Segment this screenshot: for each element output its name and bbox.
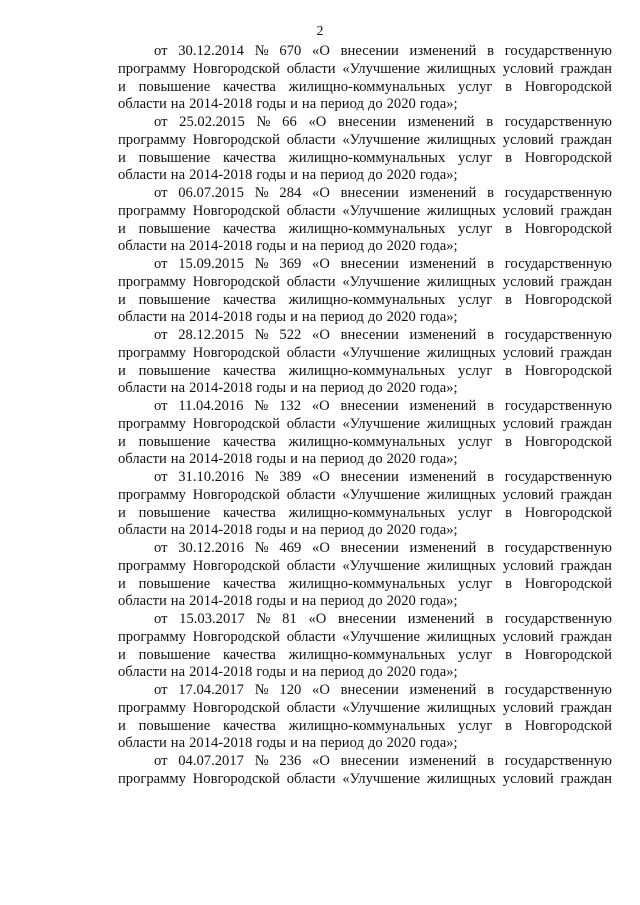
decree-paragraph [118, 256, 612, 327]
paragraph-line: программу Новгородской области «Улучшение жилищных условий граждан [118, 273, 612, 290]
decree-paragraph [118, 185, 612, 256]
paragraph-line: области на 2014-2018 годы и на период до 2020 года»; [118, 451, 458, 468]
paragraph-line: от 04.07.2017 № 236 «О внесении изменений в государственную [154, 753, 612, 769]
paragraph-line: области на 2014-2018 годы и на период до 2020 года»; [118, 167, 458, 184]
paragraph-line: и повышение качества жилищно-коммунальных услуг в Новгородской [118, 220, 612, 237]
paragraph-line: и повышение качества жилищно-коммунальных услуг в Новгородской [118, 362, 612, 379]
decree-paragraph [118, 114, 612, 185]
paragraph-line: и повышение качества жилищно-коммунальных услуг в Новгородской [118, 504, 612, 521]
paragraph-line: и повышение качества жилищно-коммунальных услуг в Новгородской [118, 646, 612, 663]
paragraph-line: программу Новгородской области «Улучшение жилищных условий граждан [118, 699, 612, 716]
document-body [118, 43, 612, 789]
decree-paragraph [118, 611, 612, 682]
decree-paragraph [118, 43, 612, 114]
paragraph-line: от 25.02.2015 № 66 «О внесении изменений в государственную [154, 114, 612, 130]
decree-paragraph [118, 327, 612, 398]
paragraph-line: программу Новгородской области «Улучшение жилищных условий граждан [118, 60, 612, 77]
paragraph-line: программу Новгородской области «Улучшение жилищных условий граждан [118, 486, 612, 503]
paragraph-line: от 15.03.2017 № 81 «О внесении изменений в государственную [154, 611, 612, 627]
paragraph-line: области на 2014-2018 годы и на период до 2020 года»; [118, 380, 458, 397]
decree-paragraph [118, 753, 612, 789]
paragraph-line: и повышение качества жилищно-коммунальных услуг в Новгородской [118, 433, 612, 450]
paragraph-line: и повышение качества жилищно-коммунальных услуг в Новгородской [118, 149, 612, 166]
paragraph-line: области на 2014-2018 годы и на период до 2020 года»; [118, 96, 458, 113]
paragraph-line: и повышение качества жилищно-коммунальных услуг в Новгородской [118, 78, 612, 95]
paragraph-line: от 31.10.2016 № 389 «О внесении изменений в государственную [154, 469, 612, 485]
paragraph-line: и повышение качества жилищно-коммунальных услуг в Новгородской [118, 717, 612, 734]
decree-paragraph [118, 398, 612, 469]
paragraph-line: области на 2014-2018 годы и на период до 2020 года»; [118, 522, 458, 539]
paragraph-line: от 28.12.2015 № 522 «О внесении изменений в государственную [154, 327, 612, 343]
decree-paragraph [118, 540, 612, 611]
paragraph-line: области на 2014-2018 годы и на период до 2020 года»; [118, 238, 458, 255]
paragraph-line: от 30.12.2014 № 670 «О внесении изменений в государственную [154, 43, 612, 59]
paragraph-line: программу Новгородской области «Улучшение жилищных условий граждан [118, 344, 612, 361]
paragraph-line: области на 2014-2018 годы и на период до 2020 года»; [118, 309, 458, 326]
paragraph-line: программу Новгородской области «Улучшение жилищных условий граждан [118, 770, 612, 787]
paragraph-line: программу Новгородской области «Улучшение жилищных условий граждан [118, 415, 612, 432]
paragraph-line: от 30.12.2016 № 469 «О внесении изменений в государственную [154, 540, 612, 556]
paragraph-line: от 06.07.2015 № 284 «О внесении изменений в государственную [154, 185, 612, 201]
paragraph-line: области на 2014-2018 годы и на период до 2020 года»; [118, 593, 458, 610]
paragraph-line: области на 2014-2018 годы и на период до 2020 года»; [118, 664, 458, 681]
decree-paragraph [118, 469, 612, 540]
paragraph-line: программу Новгородской области «Улучшение жилищных условий граждан [118, 628, 612, 645]
paragraph-line: программу Новгородской области «Улучшение жилищных условий граждан [118, 202, 612, 219]
decree-paragraph [118, 682, 612, 753]
page-number: 2 [316, 24, 324, 39]
paragraph-line: области на 2014-2018 годы и на период до 2020 года»; [118, 735, 458, 752]
paragraph-line: от 15.09.2015 № 369 «О внесении изменений в государственную [154, 256, 612, 272]
paragraph-line: и повышение качества жилищно-коммунальных услуг в Новгородской [118, 575, 612, 592]
paragraph-line: и повышение качества жилищно-коммунальных услуг в Новгородской [118, 291, 612, 308]
paragraph-line: от 11.04.2016 № 132 «О внесении изменений в государственную [154, 398, 612, 414]
paragraph-line: программу Новгородской области «Улучшение жилищных условий граждан [118, 557, 612, 574]
paragraph-line: от 17.04.2017 № 120 «О внесении изменений в государственную [154, 682, 612, 698]
paragraph-line: программу Новгородской области «Улучшение жилищных условий граждан [118, 131, 612, 148]
